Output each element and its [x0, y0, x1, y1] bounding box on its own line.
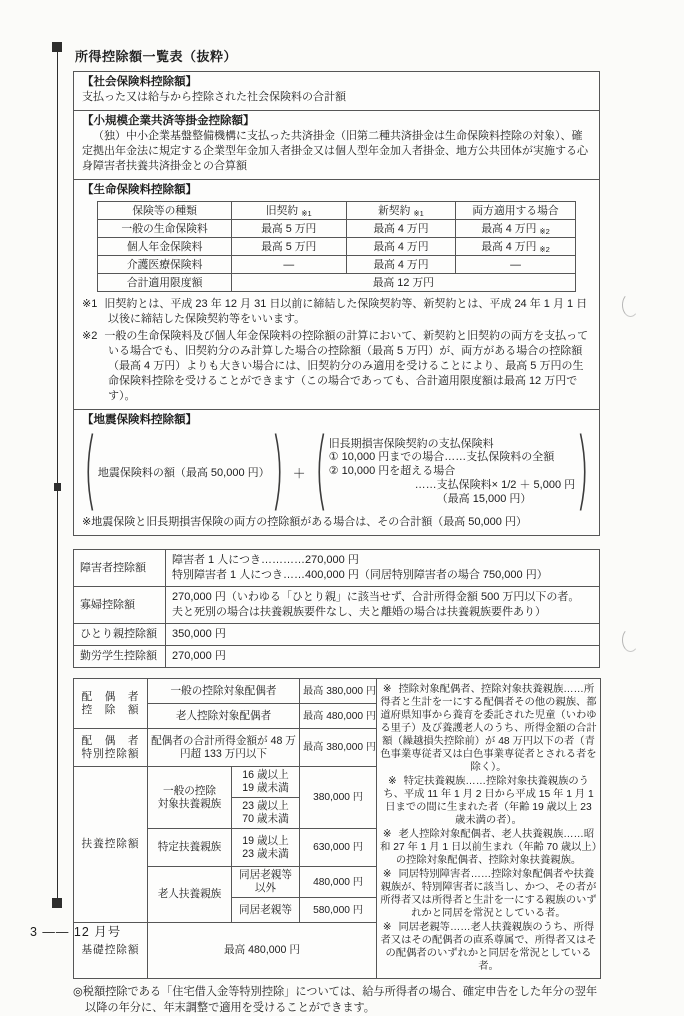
life-note-2: ※2 一般の生命保険料及び個人年金保険料の控除額の計算において、新契約と旧契約の両方を支払っている場合でも、旧契約分のみ計算した場合の控除額（最高 5 万円）が、両方がある場合の控除額（最高 4 万円）よりも大きい場合には、旧契約分のみ適用を受けることにより、最高 5 万円の生命保険料控除を受けることができます（この場合であっても、合計適用限度額は最高 12 万円です）。	[82, 330, 589, 402]
cell-amount: 380,000 円	[300, 767, 377, 829]
cell-desc: 配偶者の合計所得金額が 48 万円超 133 万円以下	[148, 729, 300, 767]
earthquake-formula	[82, 432, 591, 512]
cell-new: 最高 4 万円	[346, 238, 456, 256]
table-row-disability	[74, 550, 600, 587]
table-row	[98, 238, 575, 256]
spouse-dependent-deductions-table	[73, 678, 601, 979]
life-note-1: ※1 旧契約とは、平成 23 年 12 月 31 日以前に締結した保険契約等、新契約とは、平成 24 年 1 月 1 日以後に締結した保険契約等をいいます。	[82, 298, 588, 325]
table-row-spouse-general	[74, 679, 601, 704]
registration-mark-square-top	[52, 42, 62, 52]
cell-total-label: 合計適用限度額	[98, 274, 232, 292]
cell-amount: 580,000 円	[300, 898, 377, 923]
cell-amount: 最高 480,000 円	[300, 704, 377, 729]
housing-loan-credit-note: ◎税額控除である「住宅借入金等特別控除」については、給与所得者の場合、確定申告をした年分の翌年以降の年分に、年末調整で適用を受けることができます。	[73, 986, 598, 1014]
rule-case-2: ② 10,000 円を超える場合	[328, 465, 456, 478]
note-elderly-spouse-dependent: ※ 老人控除対象配偶者、老人扶養親族……昭和 27 年 1 月 1 日以前生まれ（年齢 70 歳以上）の控除対象配偶者、控除対象扶養親族。	[380, 829, 597, 866]
earthquake-amount-text: 地震保険料の額（最高 50,000 円）	[97, 467, 270, 479]
section-heading: 【地震保険料控除額】	[82, 414, 197, 426]
spouse-deduction-label: 配 偶 者 控 除 額	[74, 679, 148, 729]
page-title: 所得控除額一覧表（抜粋）	[75, 49, 238, 64]
rule-case-1: ① 10,000 円までの場合……支払保険料の全額	[328, 451, 555, 464]
cell-type: 介護医療保険料	[98, 256, 232, 274]
header-cell-both: 両方適用する場合	[456, 202, 575, 220]
cell-amount: 最高 480,000 円	[148, 923, 377, 979]
table-row	[98, 220, 575, 238]
cell-age-range: 23 歳以上 70 歳未満	[232, 798, 300, 829]
scan-artifact-arc	[622, 293, 639, 317]
table-row-widow	[74, 587, 600, 624]
formula-right-group	[314, 432, 590, 512]
row-value: 270,000 円（いわゆる「ひとり親」に該当せず、合計所得金額 500 万円以下の者。 夫と死別の場合は扶養親族要件なし、夫と離婚の場合は扶養親族要件あり）	[166, 587, 600, 624]
section-heading: 【小規模企業共済等掛金控除額】	[82, 115, 255, 127]
row-label: ひとり親控除額	[74, 624, 166, 646]
cell-desc: 同居老親等	[232, 898, 300, 923]
table-header-row	[98, 202, 575, 220]
section-body: （独）中小企業基盤整備機構に支払った共済掛金（旧第二種共済掛金は生命保険料控除の対象）、確定拠出年金法に規定する企業型年金加入者掛金又は個人型年金加入者掛金、地方公共団体が実施する心身障害者扶養共済掛金との合算額	[82, 130, 588, 172]
table-row	[98, 256, 575, 274]
registration-mark-line	[57, 47, 58, 904]
cell-group: 老人扶養親族	[148, 867, 232, 923]
life-insurance-table	[97, 201, 575, 292]
row-label: 障害者控除額	[74, 550, 166, 587]
spouse-special-deduction-label: 配 偶 者 特別控除額	[74, 729, 148, 767]
plus-sign: ＋	[292, 465, 306, 481]
cell-group: 一般の控除 対象扶養親族	[148, 767, 232, 829]
cell-both: 最高 4 万円 ※2	[456, 220, 575, 238]
table-row-working-student	[74, 646, 600, 668]
registration-mark-square-middle	[54, 483, 61, 491]
cell-amount: 最高 380,000 円	[300, 679, 377, 704]
cell-amount: 最高 380,000 円	[300, 729, 377, 767]
cell-new: 最高 4 万円	[346, 220, 456, 238]
definition-notes	[377, 679, 601, 979]
header-cell-type: 保険等の種類	[98, 202, 232, 220]
cell-desc: 一般の控除対象配偶者	[148, 679, 300, 704]
bracket-right-icon	[579, 432, 590, 512]
cell-age-range: 19 歳以上 23 歳未満	[232, 829, 300, 867]
row-label: 寡婦控除額	[74, 587, 166, 624]
earthquake-note: ※地震保険と旧長期損害保険の両方の控除額がある場合は、その合計額（最高 50,000 円）	[82, 516, 527, 528]
section-body: 支払った又は給与から控除された社会保険料の合計額	[82, 91, 346, 103]
cell-amount: 480,000 円	[300, 867, 377, 898]
cell-desc: 同居老親等以外	[232, 867, 300, 898]
section-social-insurance	[74, 72, 599, 110]
rule-case-2-limit: （最高 15,000 円）	[436, 492, 532, 505]
header-cell-new-contract: 新契約 ※1	[346, 202, 456, 220]
cell-type: 一般の生命保険料	[98, 220, 232, 238]
registration-mark-square-bottom	[52, 898, 62, 908]
table-total-row	[98, 274, 575, 292]
note-specific-dependent: ※ 特定扶養親族……控除対象扶養親族のうち、平成 11 年 1 月 2 日から平成 15 年 1 月 1 日までの間に生まれた者（年齢 19 歳以上 23 歳未満の者）。	[383, 776, 594, 826]
cell-amount: 630,000 円	[300, 829, 377, 867]
section-life-insurance	[74, 179, 599, 409]
note-cohabiting-elderly-parent: ※ 同居老親等……老人扶養親族のうち、所得者又はその配偶者の直系尊属で、所得者又はその配偶者のいずれかと同居を常況としている者。	[380, 922, 597, 972]
page-footer: 3 ―― 12 月号	[30, 925, 122, 939]
bracket-right-icon	[274, 432, 285, 512]
rule-title: 旧長期損害保険契約の支払保険料	[328, 437, 494, 450]
cell-type: 個人年金保険料	[98, 238, 232, 256]
document-content	[73, 46, 600, 1016]
bracket-left-icon	[83, 432, 94, 512]
basic-deduction-label: 基礎控除額	[74, 923, 148, 979]
table-row-single-parent	[74, 624, 600, 646]
row-label: 勤労学生控除額	[74, 646, 166, 668]
cell-group: 特定扶養親族	[148, 829, 232, 867]
long-term-damage-rules	[325, 438, 579, 507]
cell-old: 最高 5 万円	[231, 220, 346, 238]
cell-old: ―	[231, 256, 346, 274]
dependent-deduction-label: 扶養控除額	[74, 767, 148, 923]
bracket-left-icon	[314, 432, 325, 512]
cell-total-value: 最高 12 万円	[231, 274, 575, 292]
note-eligible-spouse-dependent: ※ 控除対象配偶者、控除対象扶養親族……所得者と生計を一にする配偶者その他の親族、都道府県知事から養育を委託された児童（いわゆる里子）及び養護老人のうち、所得金額の合計額（繰越損失控除前）が 48 万円以下の者（青色事業専従者又は白色事業専従者とされる者を除く）。	[380, 684, 597, 773]
personal-deductions-table	[73, 549, 600, 668]
scan-artifact-arc	[622, 628, 639, 652]
cell-both: ―	[456, 256, 575, 274]
cell-both: 最高 4 万円 ※2	[456, 238, 575, 256]
deduction-sections-box	[73, 71, 600, 536]
header-cell-old-contract: 旧契約 ※1	[231, 202, 346, 220]
note-cohabiting-special-disabled: ※ 同居特別障害者……控除対象配偶者や扶養親族が、特別障害者に該当し、かつ、その者が所得者又は所得者と生計を一にする親族のいずれかと同居を常況としている者。	[380, 869, 597, 919]
row-value: 270,000 円	[166, 646, 600, 668]
rule-case-2-formula: ……支払保険料× 1/2 ＋ 5,000 円	[414, 478, 576, 491]
section-mutual-aid-premium	[74, 110, 599, 179]
section-earthquake-insurance	[74, 409, 599, 535]
cell-new: 最高 4 万円	[346, 256, 456, 274]
section-heading: 【生命保険料控除額】	[82, 184, 197, 196]
section-heading: 【社会保険料控除額】	[82, 76, 197, 88]
cell-desc: 老人控除対象配偶者	[148, 704, 300, 729]
cell-old: 最高 5 万円	[231, 238, 346, 256]
formula-left-group	[83, 432, 285, 512]
row-value: 350,000 円	[166, 624, 600, 646]
cell-age-range: 16 歳以上 19 歳未満	[232, 767, 300, 798]
row-value: 障害者 1 人につき…………270,000 円 特別障害者 1 人につき……400,000 円（同居特別障害者の場合 750,000 円）	[166, 550, 600, 587]
